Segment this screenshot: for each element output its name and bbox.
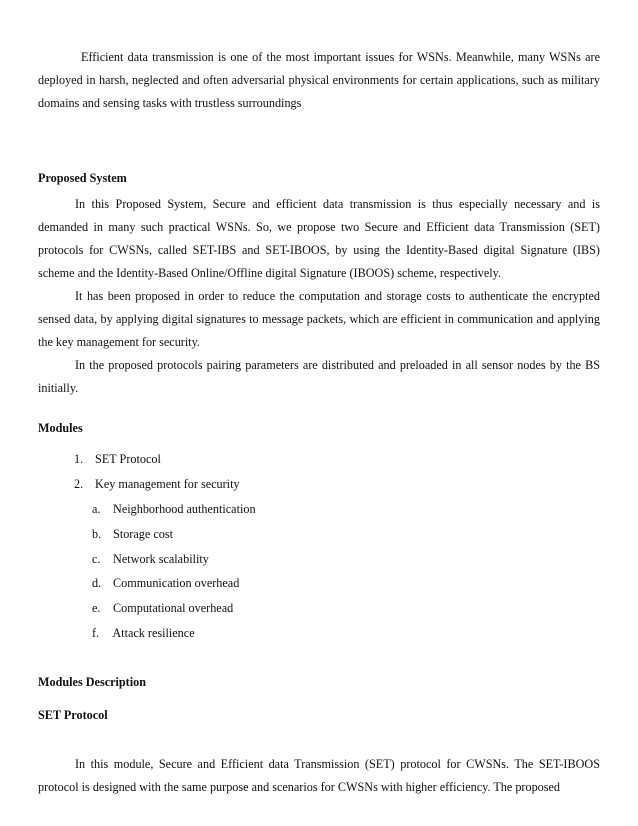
list-item-label: Attack resilience: [112, 625, 195, 640]
set-protocol-paragraph: In this module, Secure and Efficient data Transmission (SET) protocol for CWSNs. The SET-IBOOS protocol is designed with the same purpose and scenarios for CWSNs with higher efficiency. The proposed: [38, 757, 600, 794]
list-item: [92, 571, 256, 596]
list-marker: 1.: [74, 452, 84, 466]
list-marker: 2.: [74, 476, 84, 491]
proposed-system-paragraph: It has been proposed in order to reduce the computation and storage costs to authenticate the encrypted sensed data, by applying digital signatures to message packets, which are efficient in communication and applying the key management for security.: [38, 289, 600, 349]
list-marker: f.: [92, 625, 100, 640]
proposed-system-section: [38, 193, 600, 400]
modules-heading: Modules: [38, 421, 83, 435]
modules-list: [74, 447, 240, 497]
list-item: [74, 472, 240, 497]
list-item: [92, 596, 256, 621]
list-item-label: Communication overhead: [113, 576, 240, 591]
list-marker: c.: [92, 551, 101, 566]
modules-description-heading: Modules Description: [38, 675, 146, 689]
list-item-label: Network scalability: [113, 551, 209, 566]
list-item: [92, 621, 256, 646]
set-protocol-section: [38, 753, 600, 799]
list-item-label: SET Protocol: [95, 452, 161, 466]
intro-paragraph: Efficient data transmission is one of the most important issues for WSNs. Meanwhile, many WSNs are deployed in harsh, neglected and often adversarial physical environments for certain applications, such as military domains and sensing tasks with trustless surroundings: [38, 50, 600, 110]
list-marker: e.: [92, 601, 101, 616]
key-management-sublist: [92, 497, 256, 646]
list-item: [92, 497, 256, 522]
proposed-system-heading: Proposed System: [38, 171, 127, 185]
list-item: [92, 522, 256, 547]
list-item-label: Storage cost: [113, 526, 173, 541]
intro-section: [38, 46, 600, 115]
list-item: [74, 447, 240, 472]
list-marker: b.: [92, 526, 102, 541]
set-protocol-heading: SET Protocol: [38, 708, 108, 722]
proposed-system-paragraph: In the proposed protocols pairing parameters are distributed and preloaded in all sensor nodes by the BS initially.: [38, 358, 600, 395]
list-item-label: Computational overhead: [113, 601, 234, 616]
list-item-label: Key management for security: [95, 476, 240, 491]
list-item: [92, 547, 256, 572]
list-marker: d.: [92, 576, 102, 591]
list-marker: a.: [92, 502, 101, 516]
list-item-label: Neighborhood authentication: [113, 502, 256, 516]
proposed-system-paragraph: In this Proposed System, Secure and efficient data transmission is thus especially necessary and is demanded in many such practical WSNs. So, we propose two Secure and Efficient data Transmission (SET) protocols for CWSNs, called SET-IBS and SET-IBOOS, by using the Identity-Based digital Signature (IBS) scheme and the Identity-Based Online/Offline digital Signature (IBOOS) scheme, respectively.: [38, 197, 600, 280]
